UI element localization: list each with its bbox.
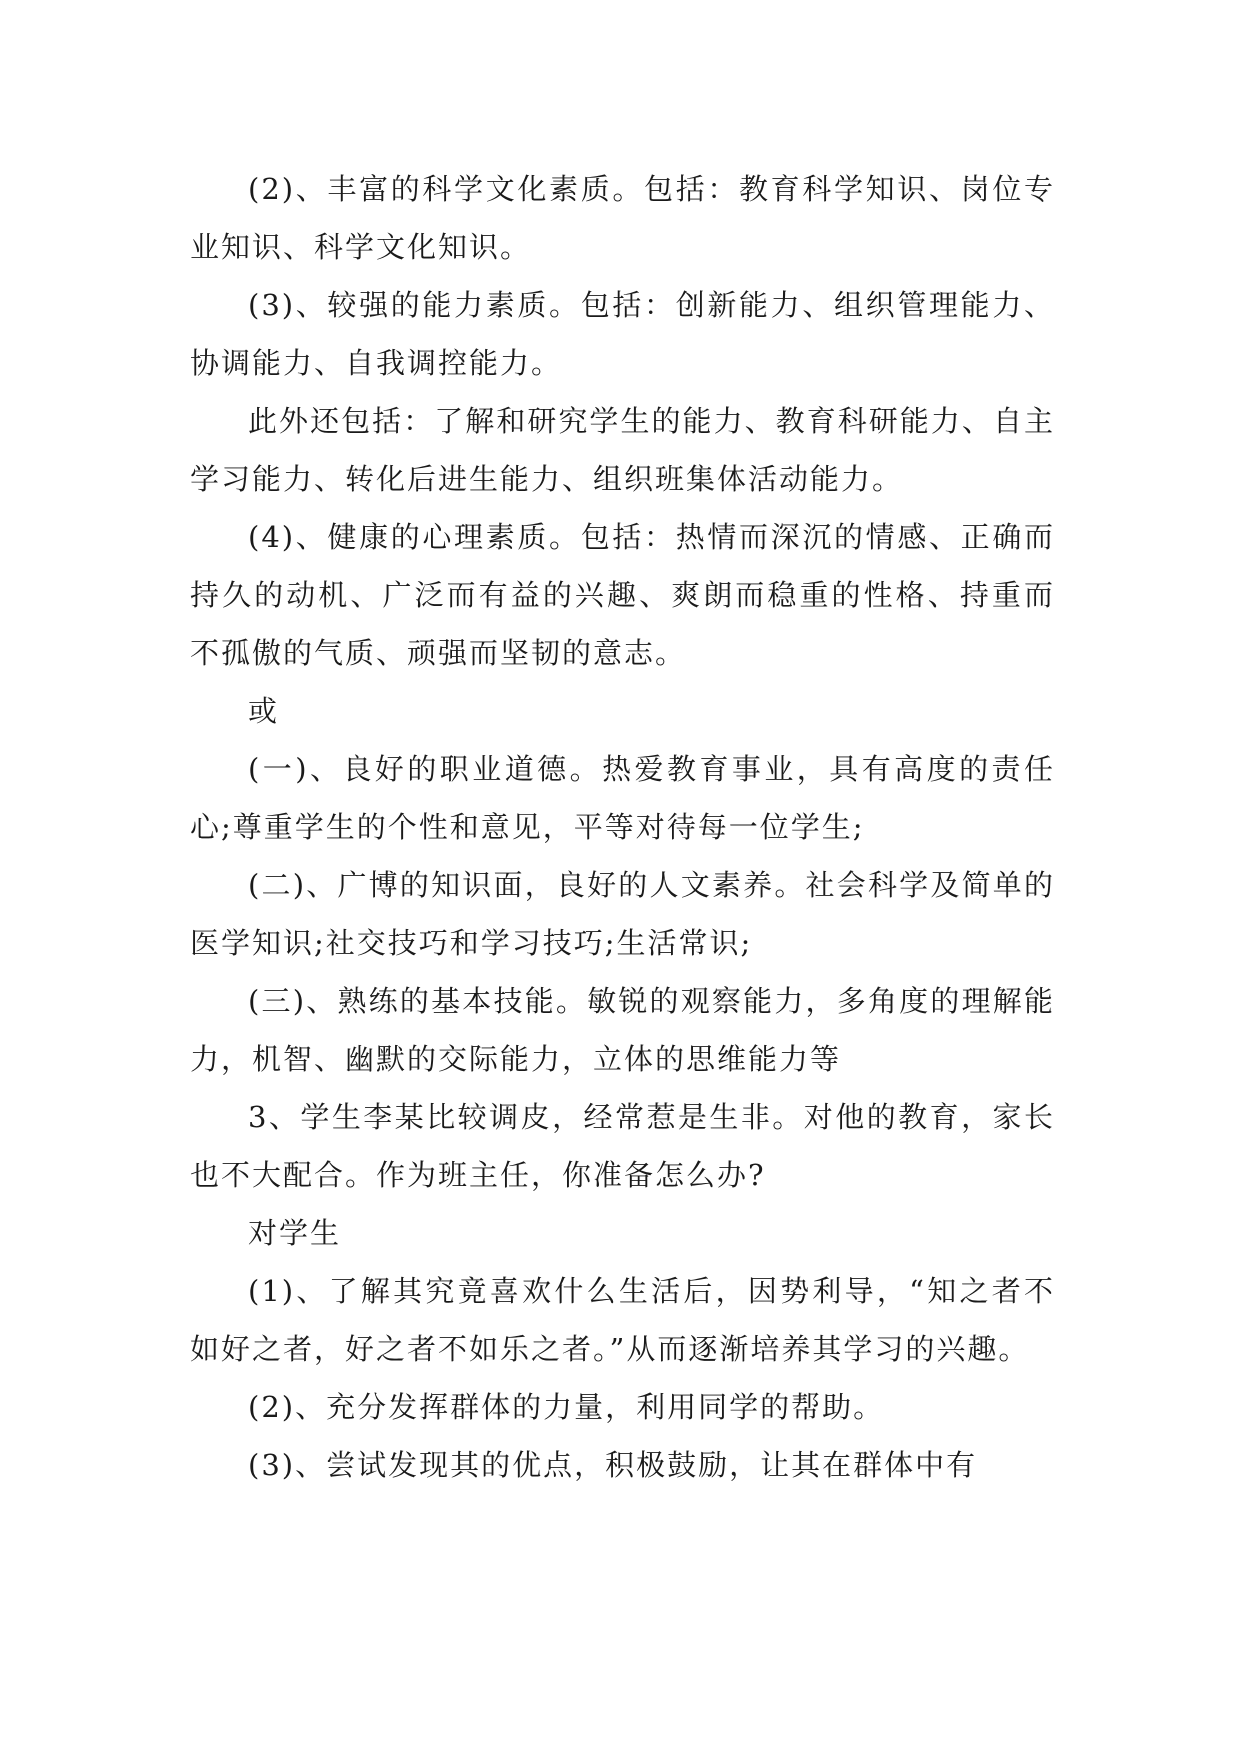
paragraph-psychological-quality: (4)、健康的心理素质。包括：热情而深沉的情感、正确而持久的动机、广泛而有益的兴趣、爽朗而稳重的性格、持重而不孤傲的气质、顽强而坚韧的意志。 xyxy=(190,520,1055,670)
document-body xyxy=(190,160,1055,1494)
paragraph-ability-quality: (3)、较强的能力素质。包括：创新能力、组织管理能力、协调能力、自我调控能力。 xyxy=(190,288,1055,380)
paragraph-or: 或 xyxy=(248,694,280,728)
paragraph-professional-ethics: (一)、良好的职业道德。热爱教育事业，具有高度的责任心;尊重学生的个性和意见，平等对待每一位学生; xyxy=(190,752,1055,844)
paragraph-answer-3: (3)、尝试发现其的优点，积极鼓励，让其在群体中有 xyxy=(248,1448,978,1482)
paragraph-science-culture: (2)、丰富的科学文化素质。包括：教育科学知识、岗位专业知识、科学文化知识。 xyxy=(190,172,1055,264)
paragraph-basic-skills: (三)、熟练的基本技能。敏锐的观察能力，多角度的理解能力，机智、幽默的交际能力，立体的思维能力等 xyxy=(190,984,1055,1076)
paragraph-answer-2: (2)、充分发挥群体的力量，利用同学的帮助。 xyxy=(248,1390,885,1424)
paragraph-answer-1: (1)、了解其究竟喜欢什么生活后，因势利导，“知之者不如好之者，好之者不如乐之者。”从而逐渐培养其学习的兴趣。 xyxy=(190,1274,1055,1366)
paragraph-broad-knowledge: (二)、广博的知识面，良好的人文素养。社会科学及简单的医学知识;社交技巧和学习技巧;生活常识; xyxy=(190,868,1055,960)
paragraph-for-student: 对学生 xyxy=(248,1216,342,1250)
paragraph-question-3: 3、学生李某比较调皮，经常惹是生非。对他的教育，家长也不大配合。作为班主任，你准备怎么办? xyxy=(190,1100,1055,1192)
paragraph-additional-abilities: 此外还包括：了解和研究学生的能力、教育科研能力、自主学习能力、转化后进生能力、组织班集体活动能力。 xyxy=(190,404,1055,496)
